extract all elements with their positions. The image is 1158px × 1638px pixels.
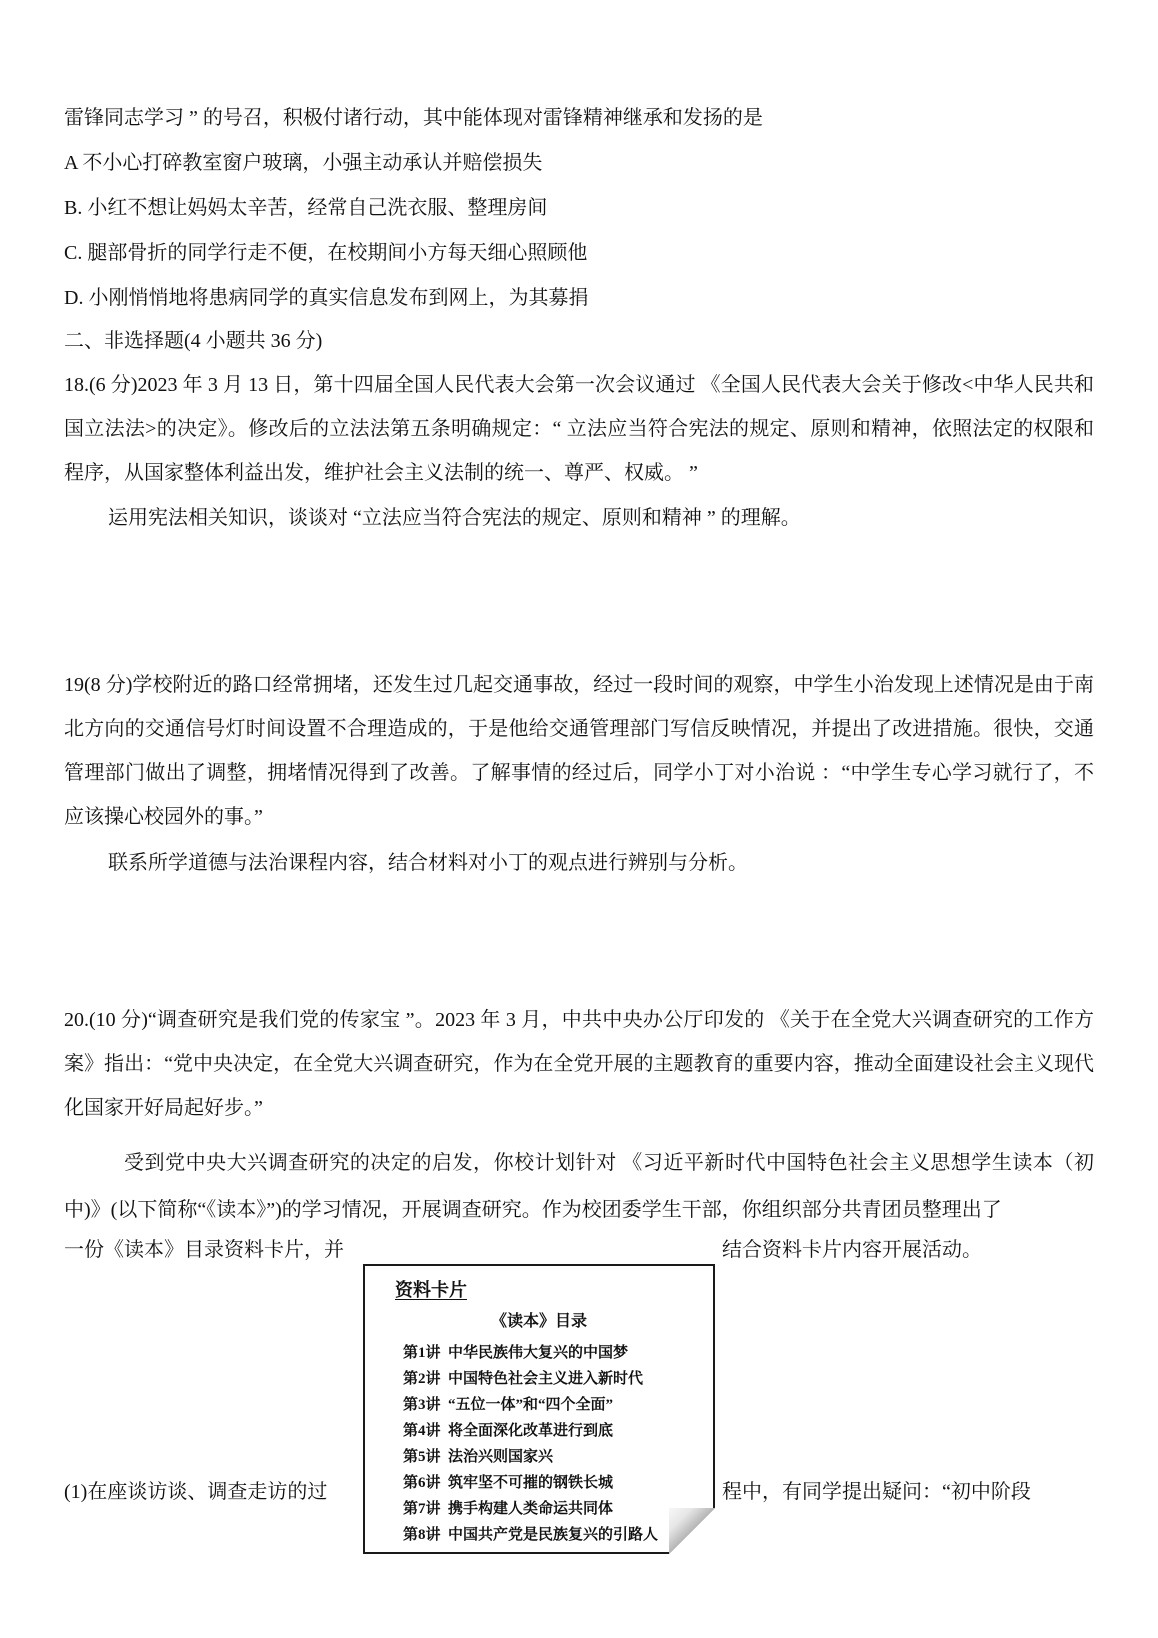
q17-option-c: C. 腿部骨折的同学行走不便，在校期间小方每天细心照顾他 <box>64 242 588 264</box>
card-item-3: 第3讲 “五位一体”和“四个全面” <box>403 1397 614 1413</box>
card-item-2: 第2讲 中国特色社会主义进入新时代 <box>403 1371 644 1387</box>
card-subtitle: 《读本》目录 <box>490 1313 587 1330</box>
q20-sub1-left: (1)在座谈访谈、调查走访的过 <box>64 1481 328 1503</box>
section-ii-header: 二、非选择题(4 小题共 36 分) <box>64 330 323 352</box>
q19-prompt: 联系所学道德与法治课程内容，结合材料对小丁的观点进行辨别与分析。 <box>108 852 748 874</box>
card-item-8: 第8讲 中国共产党是民族复兴的引路人 <box>403 1527 659 1543</box>
q18-prompt: 运用宪法相关知识，谈谈对 “立法应当符合宪法的规定、原则和精神 ” 的理解。 <box>108 507 801 529</box>
q17-stem-continuation: 雷锋同志学习 ” 的号召，积极付诸行动，其中能体现对雷锋精神继承和发扬的是 <box>64 107 763 129</box>
q19-body: 19(8 分)学校附近的路口经常拥堵，还发生过几起交通事故，经过一段时间的观察，中学生小治发现上述情况是由于南北方向的交通信号灯时间设置不合理造成的，于是他给交通管理部门写信反映情况，并提出了改进措施。很快，交通管理部门做出了调整，拥堵情况得到了改善。了解事情的经过后，同学小丁对小治说 ：“中学生专心学习就行了，不应该操心校园外的事。” <box>64 674 1094 828</box>
q20-para1: 20.(10 分)“调查研究是我们党的传家宝 ”。2023 年 3 月，中共中央办公厅印发的 《关于在全党大兴调查研究的工作方案》指出：“党中央决定，在全党大兴调查研究，作为在全党开展的主题教育的重要内容，推动全面建设社会主义现代化国家开好局起好步。” <box>64 1009 1094 1119</box>
card-item-7: 第7讲 携手构建人类命运共同体 <box>403 1501 614 1517</box>
q17-option-d: D. 小刚悄悄地将患病同学的真实信息发布到网上，为其募捐 <box>64 287 589 309</box>
card-item-4: 第4讲 将全面深化改革进行到底 <box>403 1423 614 1439</box>
card-item-5: 第5讲 法治兴则国家兴 <box>403 1449 554 1465</box>
q17-option-a: A 不小心打碎教室窗户玻璃，小强主动承认并赔偿损失 <box>64 152 543 174</box>
q17-option-b: B. 小红不想让妈妈太辛苦，经常自己洗衣服、整理房间 <box>64 197 548 219</box>
card-item-1: 第1讲 中华民族伟大复兴的中国梦 <box>403 1345 629 1361</box>
card-folded-corner <box>669 1508 715 1554</box>
card-title: 资料卡片 <box>395 1280 467 1300</box>
q20-line-left-of-card: 一份《读本》目录资料卡片，并 <box>64 1239 344 1261</box>
q20-line-right-of-card: 结合资料卡片内容开展活动。 <box>722 1239 982 1261</box>
q18-body: 18.(6 分)2023 年 3 月 13 日，第十四届全国人民代表大会第一次会议通过 《全国人民代表大会关于修改<中华人民共和国立法法>的决定》。修改后的立法法第五条明确规定：“ 立法应当符合宪法的规定、原则和精神，依照法定的权限和程序，从国家整体利益出发，维护社会主义法制的统一、尊严、权威。 ” <box>64 374 1094 484</box>
q20-para2: 受到党中央大兴调查研究的决定的启发，你校计划针对 《习近平新时代中国特色社会主义思想学生读本（初中)》(以下简称“《读本》”)的学习情况，开展调查研究。作为校团委学生干部，你组织部分共青团员整理出了 <box>64 1152 1094 1221</box>
card-item-list <box>403 1340 705 1548</box>
q20-sub1-right: 程中，有同学提出疑问：“初中阶段 <box>722 1481 1031 1503</box>
card-item-6: 第6讲 筑牢坚不可摧的钢铁长城 <box>403 1475 614 1491</box>
material-card <box>363 1264 715 1554</box>
